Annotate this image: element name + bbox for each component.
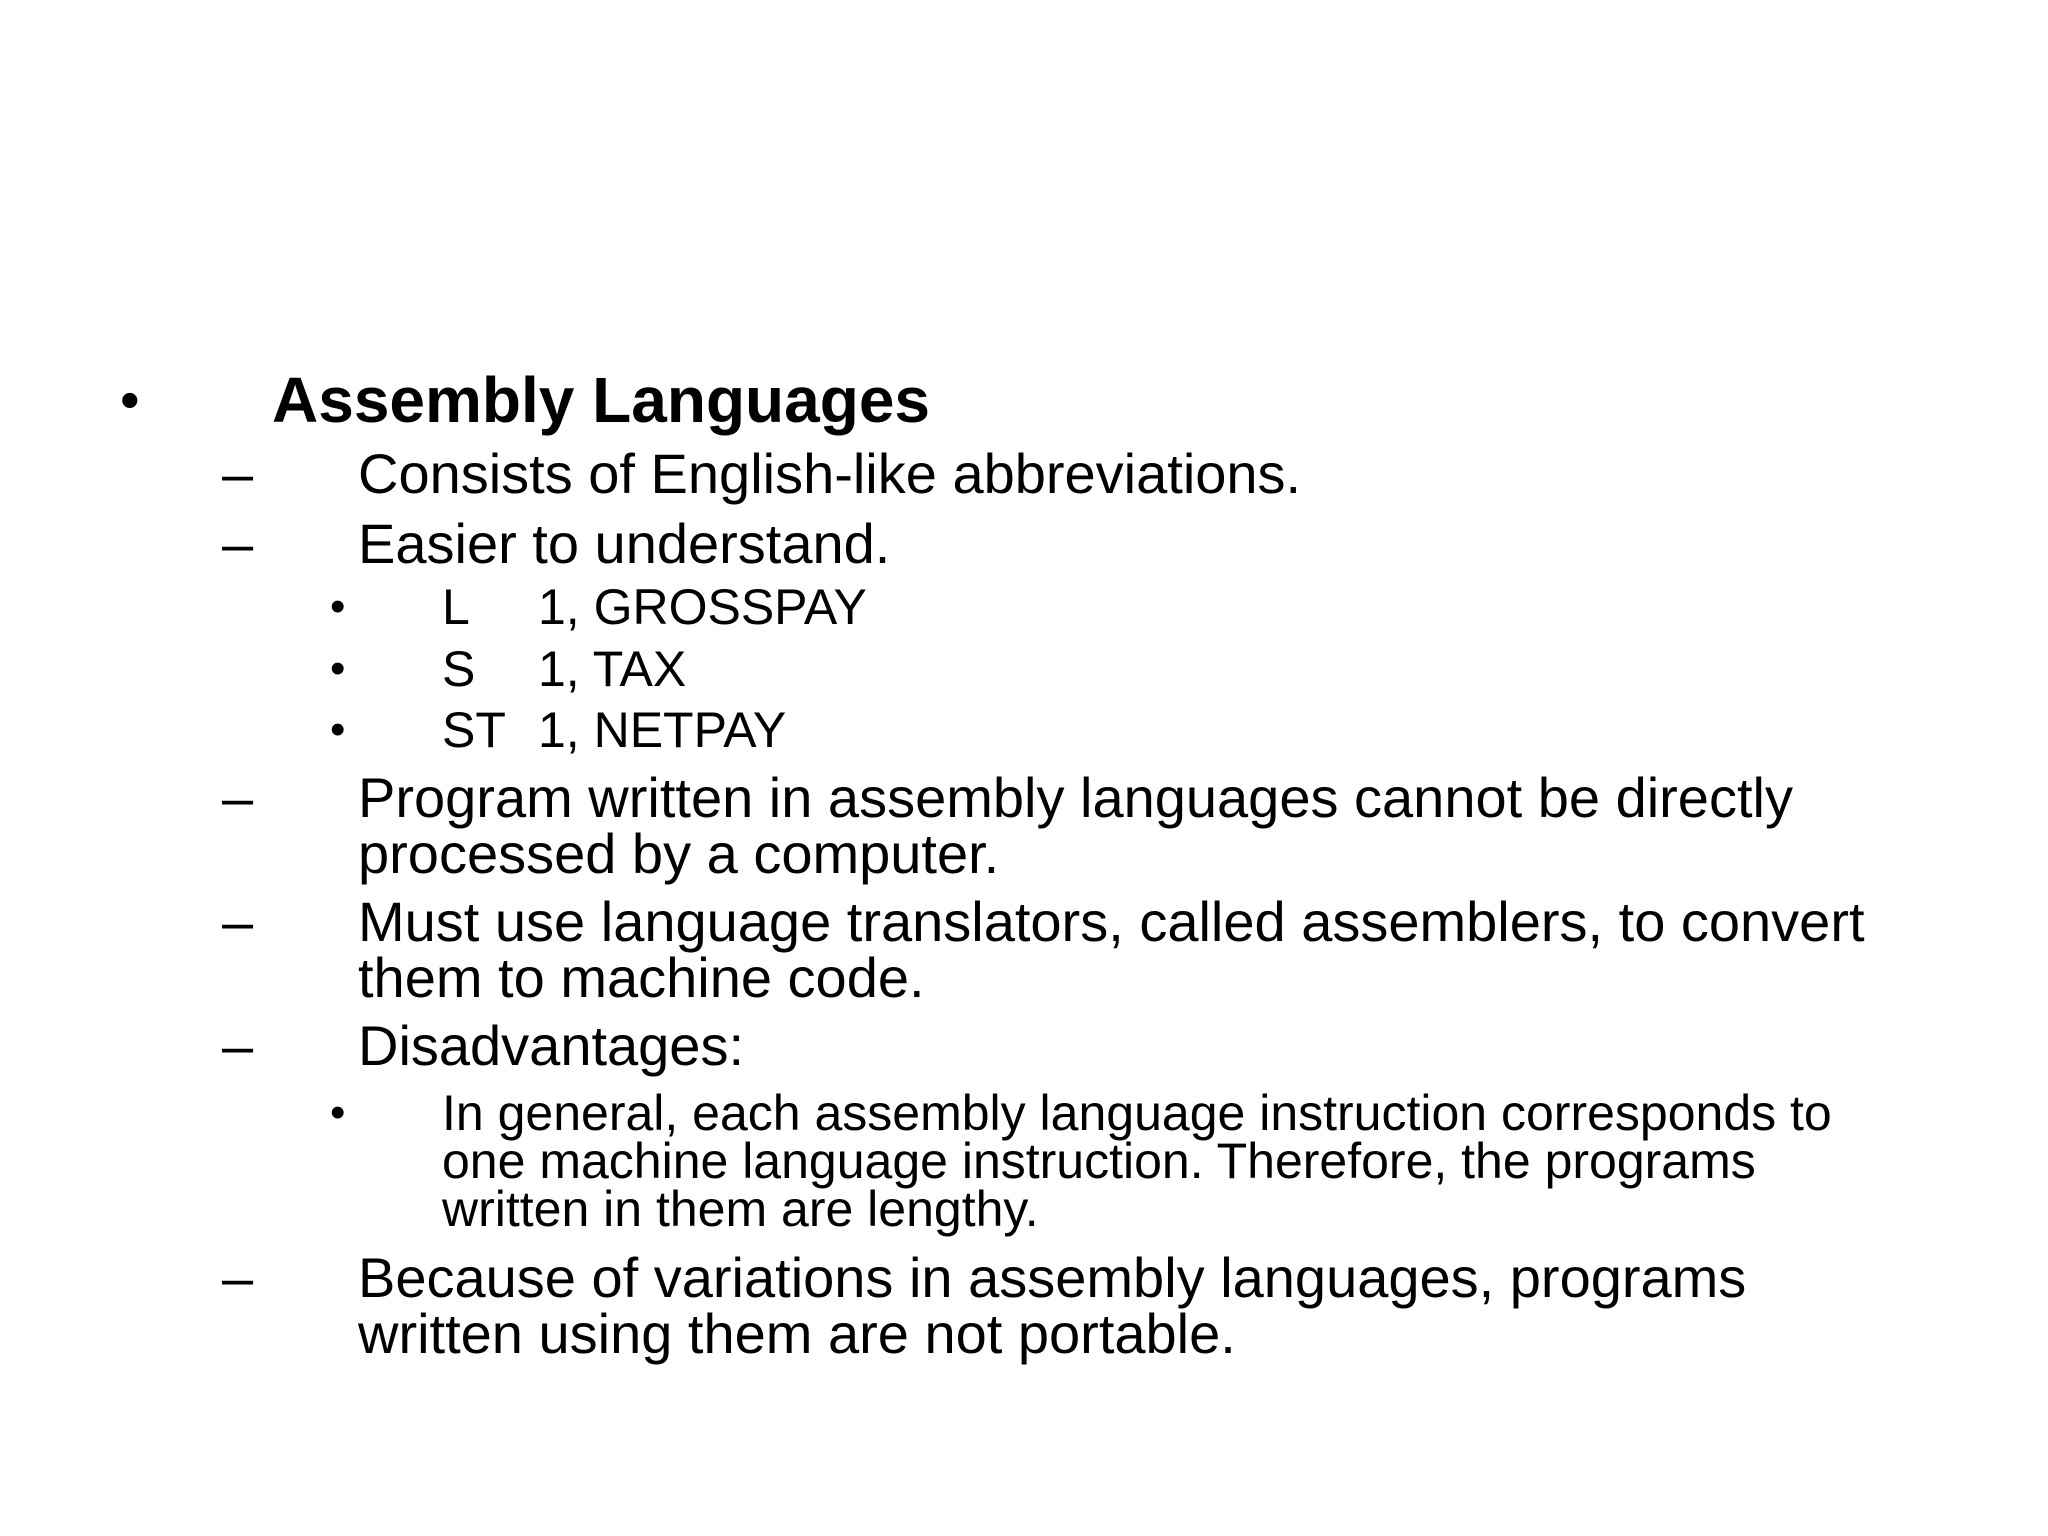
point-general-line-2: one machine language instruction. Therefore, the programs: [442, 1133, 1756, 1189]
code-args: 1, NETPAY: [538, 702, 787, 758]
code-line-3: [442, 702, 787, 758]
dash-icon: –: [222, 766, 254, 829]
point-general-line-1: In general, each assembly language instruction corresponds to: [442, 1085, 1832, 1141]
point-consists: Consists of English-like abbreviations.: [358, 442, 1302, 505]
dash-icon: –: [222, 442, 254, 505]
bullet-icon: •: [330, 1088, 346, 1137]
point-translators-line-1: Must use language translators, called assemblers, to convert: [358, 890, 1865, 953]
dash-icon: –: [222, 1246, 254, 1309]
slide-heading: Assembly Languages: [272, 364, 930, 436]
code-op: S: [442, 641, 476, 697]
point-general-line-3: written in them are lengthy.: [442, 1181, 1039, 1237]
point-portable-line-2: written using them are not portable.: [358, 1302, 1236, 1365]
point-program-line-1: Program written in assembly languages cannot be directly: [358, 766, 1793, 829]
point-disadvantages: Disadvantages:: [358, 1014, 745, 1077]
code-op: L: [442, 579, 470, 635]
dash-icon: –: [222, 890, 254, 953]
point-translators-line-2: them to machine code.: [358, 946, 925, 1009]
point-program-line-2: processed by a computer.: [358, 822, 1000, 885]
bullet-icon: •: [330, 644, 346, 693]
dash-icon: –: [222, 1014, 254, 1077]
bullet-icon: •: [330, 705, 346, 754]
point-easier: Easier to understand.: [358, 512, 891, 575]
code-line-2: [442, 641, 687, 697]
code-args: 1, GROSSPAY: [538, 579, 867, 635]
code-op: ST: [442, 702, 506, 758]
code-line-1: [442, 579, 867, 635]
dash-icon: –: [222, 512, 254, 575]
code-args: 1, TAX: [538, 641, 687, 697]
bullet-icon: •: [330, 582, 346, 631]
bullet-icon: •: [120, 368, 140, 431]
point-portable-line-1: Because of variations in assembly languages, programs: [358, 1246, 1747, 1309]
